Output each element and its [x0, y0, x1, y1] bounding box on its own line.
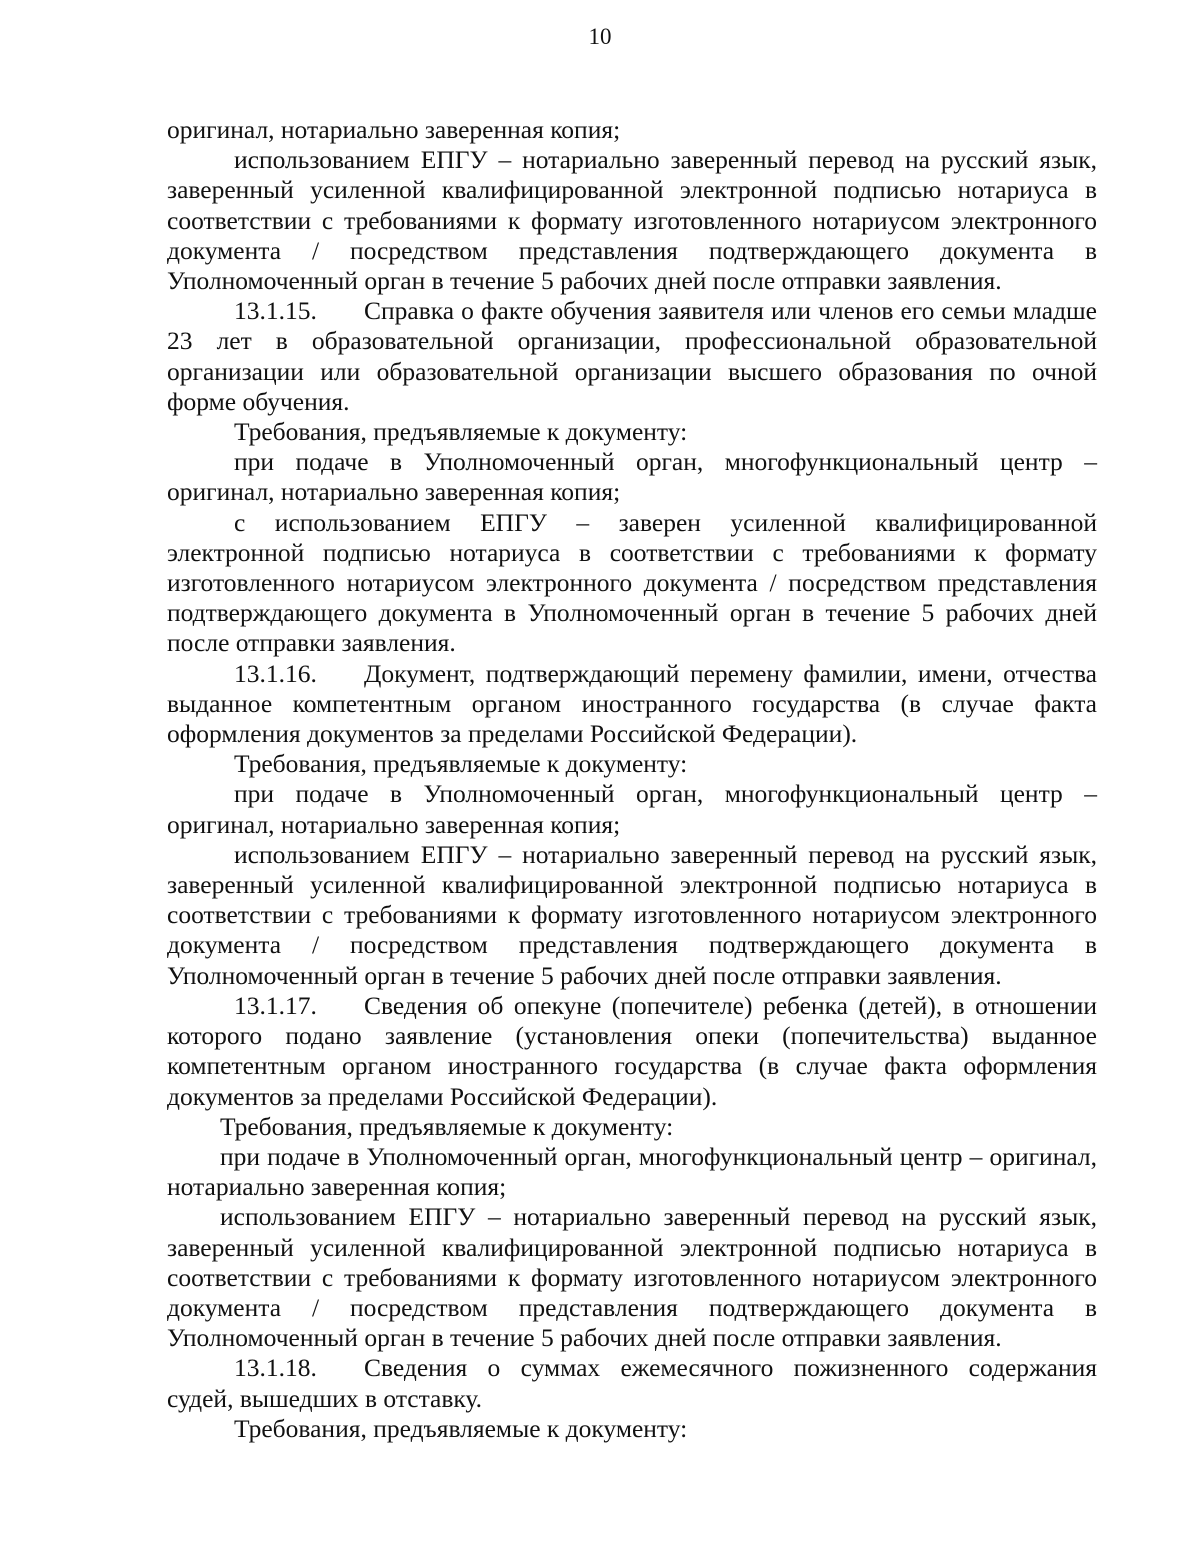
numbered-paragraph: 13.1.15. Справка о факте обучения заявителя или членов его семьи младше 23 лет в образовательной организации, профессиональной образовательной организации или образовательной организации высшего образования по очной форме обучения. [167, 296, 1097, 416]
numbered-paragraph: 13.1.16. Документ, подтверждающий перемену фамилии, имени, отчества выданное компетентным органом иностранного государства (в случае факта оформления документов за пределами Российской Федерации). [167, 658, 1097, 749]
paragraph: использованием ЕПГУ – нотариально заверенный перевод на русский язык, заверенный усиленной квалифицированной электронной подписью нотариуса в соответствии с требованиями к формату изготовленного нотариусом электронного документа / посредством представления подтверждающего документа в Уполномоченный орган в течение 5 рабочих дней после отправки заявления. [167, 145, 1097, 296]
paragraph: использованием ЕПГУ – нотариально заверенный перевод на русский язык, заверенный усиленной квалифицированной электронной подписью нотариуса в соответствии с требованиями к формату изготовленного нотариусом электронного документа / посредством представления подтверждающего документа в Уполномоченный орган в течение 5 рабочих дней после отправки заявления. [167, 1202, 1097, 1353]
numbered-paragraph: 13.1.17. Сведения об опекуне (попечителе) ребенка (детей), в отношении которого подано заявление (установления опеки (попечительства) выданное компетентным органом иностранного государства (в случае факта оформления документов за пределами Российской Федерации). [167, 990, 1097, 1111]
numbered-paragraph: 13.1.18. Сведения о суммах ежемесячного пожизненного содержания судей, вышедших в отставку. [167, 1353, 1097, 1413]
paragraph: при подаче в Уполномоченный орган, многофункциональный центр – оригинал, нотариально заверенная копия; [167, 447, 1097, 507]
paragraph: при подаче в Уполномоченный орган, многофункциональный центр – оригинал, нотариально заверенная копия; [167, 1141, 1097, 1202]
paragraph: использованием ЕПГУ – нотариально заверенный перевод на русский язык, заверенный усиленной квалифицированной электронной подписью нотариуса в соответствии с требованиями к формату изготовленного нотариусом электронного документа / посредством представления подтверждающего документа в Уполномоченный орган в течение 5 рабочих дней после отправки заявления. [167, 839, 1097, 990]
paragraph: оригинал, нотариально заверенная копия; [167, 115, 621, 144]
paragraph: Требования, предъявляемые к документу: [234, 749, 688, 779]
item-number: 13.1.15. [234, 296, 317, 326]
item-number: 13.1.16. [234, 658, 317, 688]
paragraph: Требования, предъявляемые к документу: [220, 1111, 674, 1141]
paragraph: Требования, предъявляемые к документу: [234, 1413, 688, 1443]
document-body [167, 115, 1097, 1444]
paragraph: Требования, предъявляемые к документу: [234, 417, 688, 447]
paragraph: при подаче в Уполномоченный орган, многофункциональный центр – оригинал, нотариально заверенная копия; [167, 779, 1097, 839]
page-number: 10 [588, 24, 612, 49]
item-number: 13.1.18. [234, 1353, 317, 1383]
paragraph: с использованием ЕПГУ – заверен усиленной квалифицированной электронной подписью нотариуса в соответствии с требованиями к формату изготовленного нотариусом электронного документа / посредством представления подтверждающего документа в Уполномоченный орган в течение 5 рабочих дней после отправки заявления. [167, 507, 1097, 658]
item-number: 13.1.17. [234, 990, 317, 1020]
